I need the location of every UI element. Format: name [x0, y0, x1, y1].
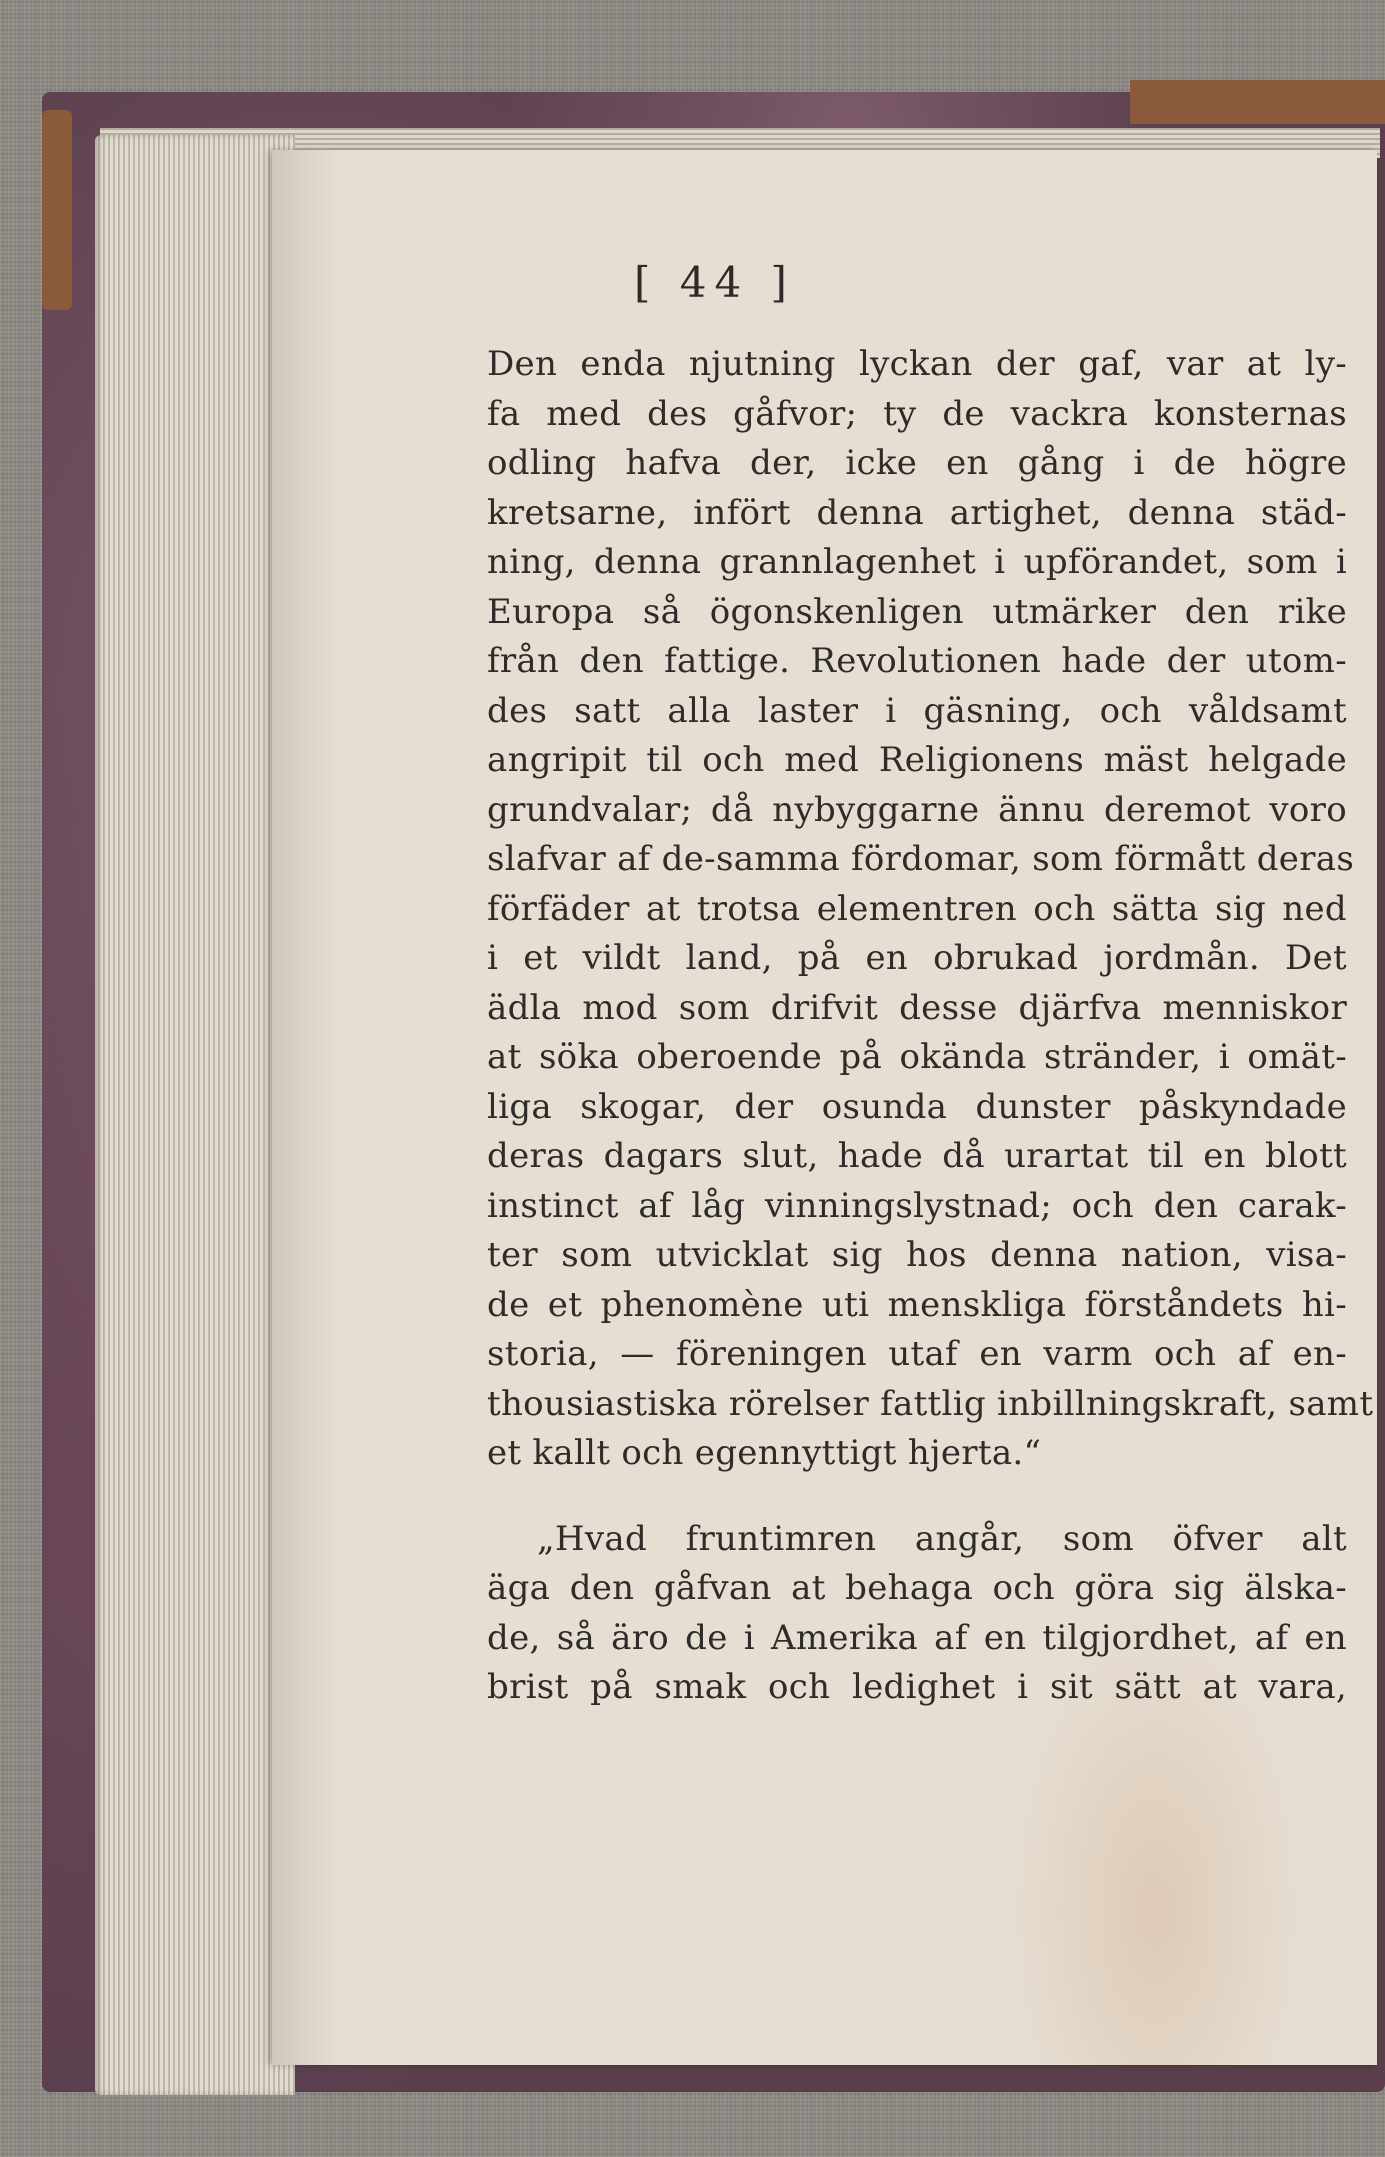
text-line: de et phenomène uti menskliga förståndets hi-	[487, 1284, 1347, 1325]
text-line: odling hafva der, icke en gång i de högre	[487, 443, 1347, 483]
text-line: deras dagars slut, hade då urartat til en blott	[487, 1136, 1347, 1176]
text-line: ter som utvicklat sig hos denna nation, visa-	[487, 1235, 1347, 1275]
text-line: „Hvad fruntimren angår, som öfver alt	[537, 1518, 1347, 1559]
text-line: Den enda njutning lyckan der gaf, var at ly-	[487, 344, 1347, 384]
text-line: i et vildt land, på en obrukad jordmån. Det	[487, 938, 1347, 978]
text-line: at söka oberoende på okända stränder, i omät-	[487, 1037, 1347, 1077]
paragraph-gap	[487, 1479, 1385, 1515]
text-line: fa med des gåfvor; ty de vackra konsternas	[487, 393, 1347, 434]
text-line: instinct af låg vinningslystnad; och den carak-	[487, 1185, 1347, 1226]
text-line: grundvalar; då nybyggarne ännu deremot voro	[487, 789, 1347, 830]
text-line: angripit til och med Religionens mäst helgade	[487, 740, 1347, 780]
text-line: de, så äro de i Amerika af en tilgjordhet, af en	[487, 1617, 1347, 1658]
text-line: från den fattige. Revolutionen hade der utom-	[487, 641, 1347, 681]
text-line: förfäder at trotsa elementren och sätta sig ned	[487, 888, 1347, 929]
leather-corner-top	[1130, 80, 1385, 124]
text-line: brist på smak och ledighet i sit sätt at vara,	[487, 1667, 1347, 1707]
text-line: äga den gåfvan at behaga och göra sig älska-	[487, 1568, 1347, 1608]
page-text	[487, 340, 1385, 1713]
leather-corner-left	[42, 110, 72, 310]
text-line: ädla mod som drifvit desse djärfva menniskor	[487, 987, 1347, 1028]
page-number: [ 44 ]	[634, 258, 795, 307]
text-line: ning, denna grannlagenhet i upförandet, som i	[487, 542, 1347, 582]
text-line: thousiastiska rörelser fattlig inbillningskraft, samt	[487, 1383, 1374, 1424]
text-line: des satt alla laster i gäsning, och våldsamt	[487, 690, 1347, 731]
text-line: liga skogar, der osunda dunster påskyndade	[487, 1086, 1347, 1127]
text-line: storia, — föreningen utaf en varm och af en-	[487, 1334, 1347, 1374]
text-line: Europa så ögonskenligen utmärker den rike	[487, 591, 1347, 632]
page-stack-left-edge	[95, 135, 295, 2095]
text-line: et kallt och egennyttigt hjerta.“	[487, 1433, 1042, 1473]
text-line: slafvar af de-samma fördomar, som förmått deras	[487, 839, 1355, 879]
text-line: kretsarne, infört denna artighet, denna städ-	[487, 492, 1347, 533]
